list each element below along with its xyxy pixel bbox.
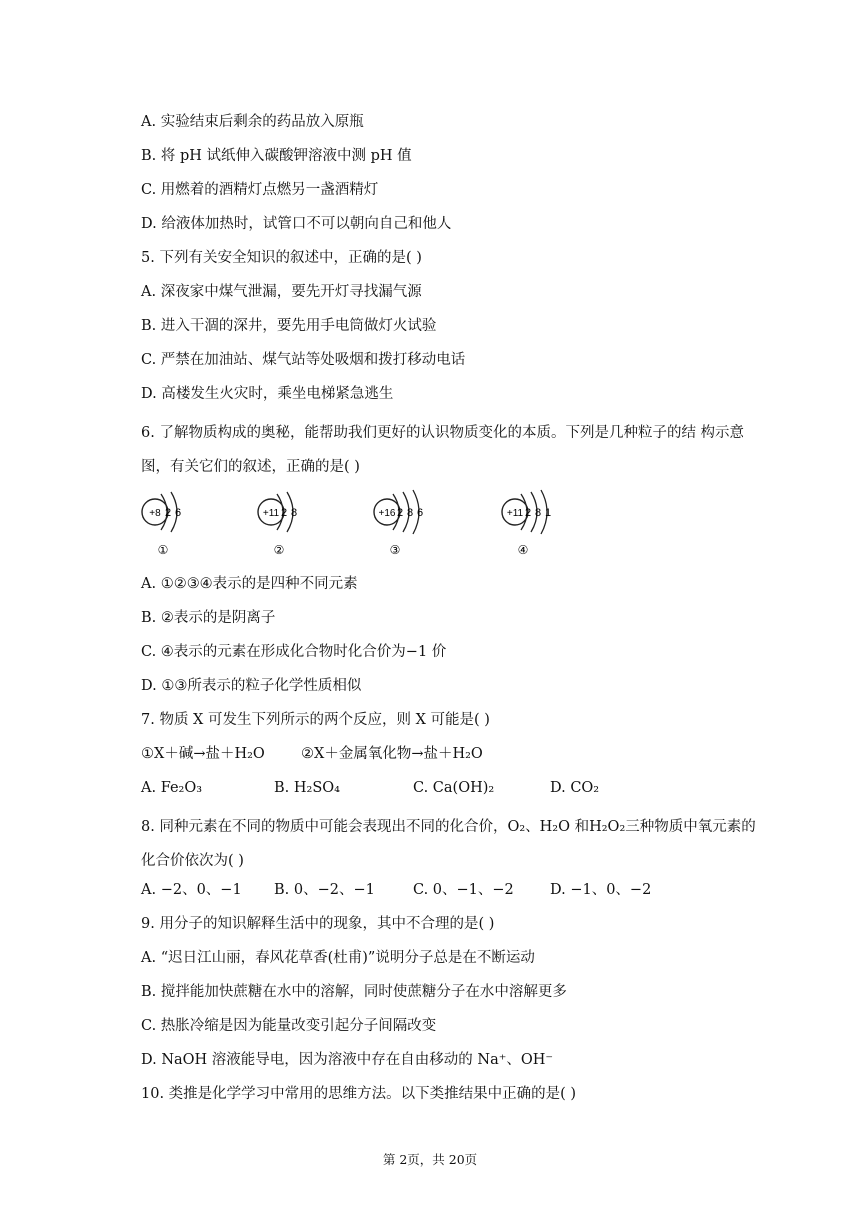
q7-reaction-2: ②X＋金属氧化物→盐＋H₂O [301, 746, 483, 762]
electron-count: 6 [416, 507, 424, 519]
q5-option-a: A. 深夜家中煤气泄漏，要先开灯寻找漏气源 [141, 284, 422, 300]
q8-option-d: D. −1、0、−2 [550, 882, 652, 898]
question-9: 9. 用分子的知识解释生活中的现象，其中不合理的是( ) [141, 916, 495, 932]
atom-diagram-3 [374, 490, 423, 557]
diagram-label: ③ [389, 543, 401, 557]
page-footer: 第 2页，共 20页 [382, 1152, 478, 1167]
q7-reaction-1: ①X＋碱→盐＋H₂O [141, 746, 265, 762]
nucleus-charge: +11 [506, 508, 524, 519]
q5-option-d: D. 高楼发生火灾时，乘坐电梯紧急逃生 [141, 386, 394, 402]
q5-option-b: B. 进入干涸的深井，要先用手电筒做灯火试验 [141, 318, 437, 334]
diagram-label: ④ [517, 543, 529, 557]
q4-option-b: B. 将 pH 试纸伸入碳酸钾溶液中测 pH 值 [141, 148, 412, 164]
q6-option-c: C. ④表示的元素在形成化合物时化合价为−1 价 [141, 644, 447, 660]
q7-option-c: C. Ca(OH)₂ [413, 780, 495, 796]
q9-option-b: B. 搅拌能加快蔗糖在水中的溶解，同时使蔗糖分子在水中溶解更多 [141, 984, 567, 1000]
electron-count: 6 [174, 507, 182, 519]
question-6: 6. 了解物质构成的奥秘，能帮助我们更好的认识物质变化的本质。下列是几种粒子的结 构示意图，有关它们的叙述，正确的是( ) [141, 425, 745, 475]
q4-option-a: A. 实验结束后剩余的药品放入原瓶 [141, 114, 364, 130]
atom-diagram-1 [142, 492, 181, 557]
nucleus-charge: +11 [262, 508, 280, 519]
q9-option-a: A. “迟日江山丽，春风花草香(杜甫)”说明分子总是在不断运动 [141, 950, 535, 966]
question-8: 8. 同种元素在不同的物质中可能会表现出不同的化合价，O₂、H₂O 和H₂O₂三种物质中氧元素的化合价依次为( ) [141, 819, 756, 869]
q6-option-d: D. ①③所表示的粒子化学性质相似 [141, 678, 362, 694]
q4-option-c: C. 用燃着的酒精灯点燃另一盏酒精灯 [141, 182, 379, 198]
question-10: 10. 类推是化学学习中常用的思维方法。以下类推结果中正确的是( ) [141, 1086, 577, 1102]
q9-option-d: D. NaOH 溶液能导电，因为溶液中存在自由移动的 Na⁺、OH⁻ [141, 1052, 554, 1068]
diagram-label: ② [273, 543, 285, 557]
q7-option-b: B. H₂SO₄ [274, 780, 340, 796]
question-5: 5. 下列有关安全知识的叙述中，正确的是( ) [141, 250, 422, 266]
q4-option-d: D. 给液体加热时，试管口不可以朝向自己和他人 [141, 216, 452, 232]
electron-count: 2 [164, 507, 172, 519]
q9-option-c: C. 热胀冷缩是因为能量改变引起分子间隔改变 [141, 1018, 437, 1034]
electron-count: 8 [290, 507, 298, 519]
q7-option-a: A. Fe₂O₃ [141, 780, 203, 796]
q8-option-a: A. −2、0、−1 [141, 882, 242, 898]
electron-count: 2 [524, 507, 532, 519]
q8-option-b: B. 0、−2、−1 [274, 882, 375, 898]
electron-count: 2 [280, 507, 288, 519]
q7-option-d: D. CO₂ [550, 780, 600, 796]
electron-count: 8 [406, 507, 414, 519]
atom-structure-diagrams [141, 480, 601, 560]
electron-count: 8 [534, 507, 542, 519]
diagram-label: ① [157, 543, 169, 557]
q8-option-c: C. 0、−1、−2 [413, 882, 514, 898]
electron-count: 2 [396, 507, 404, 519]
nucleus-charge: +16 [378, 508, 396, 519]
nucleus-charge: +8 [149, 508, 161, 519]
q6-option-b: B. ②表示的是阴离子 [141, 610, 276, 626]
question-7: 7. 物质 X 可发生下列所示的两个反应，则 X 可能是( ) [141, 712, 490, 728]
atom-diagram-2 [258, 492, 297, 557]
q5-option-c: C. 严禁在加油站、煤气站等处吸烟和拨打移动电话 [141, 352, 466, 368]
electron-count: 1 [544, 507, 552, 519]
atom-diagram-4 [502, 490, 551, 557]
q6-option-a: A. ①②③④表示的是四种不同元素 [141, 576, 358, 592]
